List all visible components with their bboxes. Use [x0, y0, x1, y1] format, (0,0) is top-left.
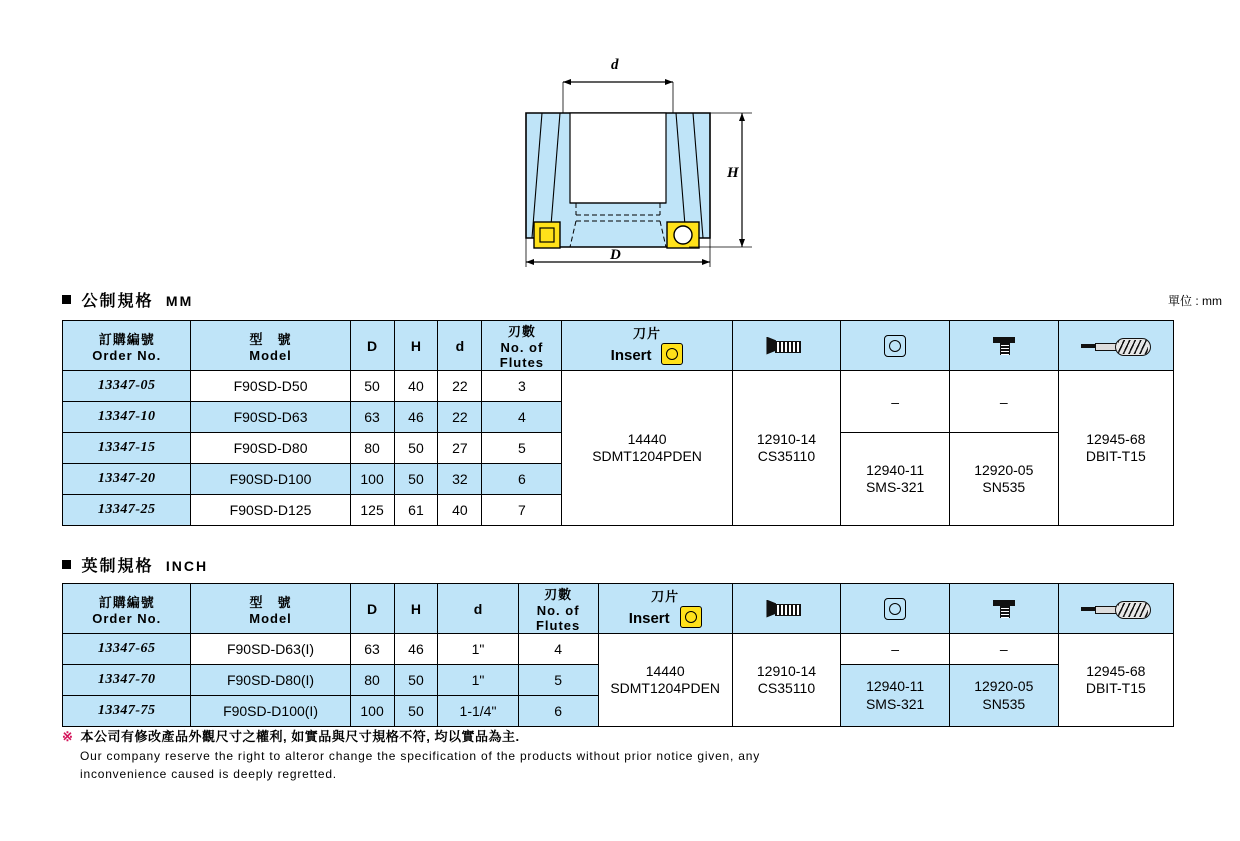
header-flutes-en2: Flutes: [535, 618, 581, 633]
cell-d: 1": [438, 665, 518, 696]
table-header-row: [63, 584, 1174, 634]
cell-clamp-dash: –: [949, 634, 1058, 665]
header-order-cn: 訂購編號: [98, 594, 155, 610]
driver-name: DBIT-T15: [1085, 448, 1146, 464]
header-d: d: [438, 584, 518, 634]
insert-name: SDMT1204PDEN: [592, 448, 702, 464]
cell-clamp: [949, 433, 1058, 526]
shim-icon: [884, 335, 906, 357]
header-order-en: Order No.: [92, 610, 162, 626]
clamp-code: 12920-05: [974, 678, 1034, 694]
cell-clamp: [949, 665, 1058, 727]
header-flutes: [482, 321, 562, 371]
cell-order-no: 13347-15: [63, 433, 191, 464]
cell-order-no: 13347-70: [63, 665, 191, 696]
header-flutes-en2: Flutes: [499, 355, 545, 370]
driver-name: DBIT-T15: [1085, 680, 1146, 696]
bullet-square-icon: [62, 295, 71, 304]
cell-flutes: 3: [482, 371, 562, 402]
inch-title-cn: 英制規格: [81, 558, 154, 575]
header-model: [191, 584, 350, 634]
cell-d: 1": [438, 634, 518, 665]
header-order-no: [63, 321, 191, 371]
insert-code: 14440: [627, 430, 667, 447]
cell-flutes: 5: [482, 433, 562, 464]
header-model-cn: 型 號: [249, 594, 292, 610]
header-screw: [732, 321, 841, 371]
header-model-en: Model: [249, 347, 292, 363]
insert-name: SDMT1204PDEN: [610, 680, 721, 696]
dimension-label-d: d: [611, 57, 619, 73]
product-drawing: [490, 55, 770, 270]
note-mark: ※: [62, 729, 73, 744]
cell-model: F90SD-D100: [191, 464, 350, 495]
header-clamp: [949, 584, 1058, 634]
cell-order-no: 13347-65: [63, 634, 191, 665]
header-flutes-cn: 刃數: [507, 324, 536, 339]
cell-shim-dash: –: [841, 634, 950, 665]
cell-insert: [562, 371, 732, 526]
cutter-diagram-svg: [490, 55, 770, 270]
shim-icon: [884, 598, 906, 620]
header-d: d: [438, 321, 482, 371]
screwdriver-icon: [1081, 600, 1151, 618]
header-shim: [841, 584, 950, 634]
cell-d: 22: [438, 371, 482, 402]
insert-icon: [661, 343, 683, 365]
inch-section-title: [62, 553, 208, 576]
table-row: [63, 634, 1174, 665]
dimension-label-D: D: [610, 247, 621, 263]
cell-screw: [732, 634, 841, 727]
driver-code: 12945-68: [1086, 430, 1146, 447]
cell-D: 80: [350, 665, 394, 696]
insert-icon: [680, 606, 702, 628]
note-line-en2: inconvenience caused is deeply regretted.: [80, 766, 337, 781]
cell-H: 50: [394, 696, 438, 727]
cell-d: 1-1/4": [438, 696, 518, 727]
cell-order-no: 13347-05: [63, 371, 191, 402]
cell-screw: [732, 371, 841, 526]
header-flutes-cn: 刃數: [544, 587, 573, 602]
header-insert-en: Insert: [628, 609, 670, 627]
cell-model: F90SD-D100(I): [191, 696, 350, 727]
header-shim: [841, 321, 950, 371]
cell-model: F90SD-D80(I): [191, 665, 350, 696]
cell-model: F90SD-D63(I): [191, 634, 350, 665]
note-line-cn: 本公司有修改產品外觀尺寸之權利, 如實品與尺寸規格不符, 均以實品為主.: [80, 729, 520, 744]
header-clamp: [949, 321, 1058, 371]
note-line-en1: Our company reserve the right to alteror change the specification of the products without prior notice given, any: [80, 748, 761, 763]
cell-flutes: 5: [518, 665, 598, 696]
cell-H: 50: [394, 433, 438, 464]
header-D: D: [350, 321, 394, 371]
header-insert-cn: 刀片: [651, 588, 680, 604]
header-H: H: [394, 321, 438, 371]
table-header-row: [63, 321, 1174, 371]
cell-flutes: 7: [482, 495, 562, 526]
cell-shim: [841, 433, 950, 526]
header-insert-en: Insert: [610, 346, 652, 364]
cell-model: F90SD-D80: [191, 433, 350, 464]
header-D: D: [350, 584, 394, 634]
cell-d: 40: [438, 495, 482, 526]
header-flutes-en1: No. of: [500, 340, 544, 355]
header-flutes: [518, 584, 598, 634]
cell-D: 63: [350, 402, 394, 433]
shim-name: SMS-321: [865, 695, 925, 712]
cell-order-no: 13347-75: [63, 696, 191, 727]
screw-name: CS35110: [757, 448, 816, 464]
clamp-code: 12920-05: [974, 461, 1034, 478]
bullet-square-icon: [62, 560, 71, 569]
screw-code: 12910-14: [756, 430, 817, 447]
clamp-icon: [993, 336, 1015, 356]
cell-H: 46: [394, 634, 438, 665]
cell-H: 50: [394, 464, 438, 495]
cell-H: 40: [394, 371, 438, 402]
cell-shim: [841, 665, 950, 727]
cell-H: 61: [394, 495, 438, 526]
header-order-cn: 訂購編號: [98, 331, 155, 347]
cell-insert: [598, 634, 732, 727]
header-model-en: Model: [249, 610, 292, 626]
clamp-name: SN535: [982, 695, 1026, 712]
cell-D: 50: [350, 371, 394, 402]
screw-icon: [766, 336, 806, 356]
clamp-name: SN535: [982, 479, 1026, 495]
cell-shim-dash: –: [841, 371, 950, 433]
clamp-icon: [993, 599, 1015, 619]
cell-driver: [1058, 634, 1173, 727]
header-insert: [598, 584, 732, 634]
dimension-label-H: H: [727, 165, 739, 181]
cell-d: 22: [438, 402, 482, 433]
header-H: H: [394, 584, 438, 634]
header-driver: [1058, 321, 1173, 371]
cell-model: F90SD-D63: [191, 402, 350, 433]
shim-code: 12940-11: [866, 461, 925, 478]
screw-icon: [766, 599, 806, 619]
cell-H: 46: [394, 402, 438, 433]
cell-clamp-dash: –: [949, 371, 1058, 433]
header-flutes-en1: No. of: [536, 603, 580, 618]
cell-D: 100: [350, 696, 394, 727]
cell-order-no: 13347-10: [63, 402, 191, 433]
insert-code: 14440: [645, 662, 685, 679]
cell-driver: [1058, 371, 1173, 526]
header-model-cn: 型 號: [249, 331, 292, 347]
cell-flutes: 6: [518, 696, 598, 727]
driver-code: 12945-68: [1086, 662, 1146, 679]
header-order-no: [63, 584, 191, 634]
cell-order-no: 13347-25: [63, 495, 191, 526]
shim-name: SMS-321: [865, 479, 925, 495]
screwdriver-icon: [1081, 337, 1151, 355]
unit-note: 單位 : mm: [1168, 294, 1222, 308]
header-model: [191, 321, 350, 371]
cell-D: 125: [350, 495, 394, 526]
footer-note: [62, 727, 1192, 783]
cell-flutes: 4: [482, 402, 562, 433]
cell-model: F90SD-D50: [191, 371, 350, 402]
inch-spec-table: [62, 583, 1174, 727]
header-insert-cn: 刀片: [633, 325, 662, 341]
cell-D: 63: [350, 634, 394, 665]
screw-name: CS35110: [757, 680, 816, 696]
header-screw: [732, 584, 841, 634]
cell-order-no: 13347-20: [63, 464, 191, 495]
cell-d: 27: [438, 433, 482, 464]
inch-title-en: INCH: [165, 558, 209, 574]
cell-flutes: 6: [482, 464, 562, 495]
metric-section-title: [62, 288, 193, 311]
header-driver: [1058, 584, 1173, 634]
header-order-en: Order No.: [92, 347, 162, 363]
cell-d: 32: [438, 464, 482, 495]
cell-H: 50: [394, 665, 438, 696]
cell-model: F90SD-D125: [191, 495, 350, 526]
metric-title-en: MM: [165, 293, 194, 309]
cell-D: 100: [350, 464, 394, 495]
screw-code: 12910-14: [756, 662, 817, 679]
header-insert: [562, 321, 732, 371]
cell-D: 80: [350, 433, 394, 464]
cell-flutes: 4: [518, 634, 598, 665]
shim-code: 12940-11: [866, 678, 925, 694]
metric-title-cn: 公制規格: [81, 293, 154, 310]
metric-spec-table: [62, 320, 1174, 526]
table-row: [63, 371, 1174, 402]
